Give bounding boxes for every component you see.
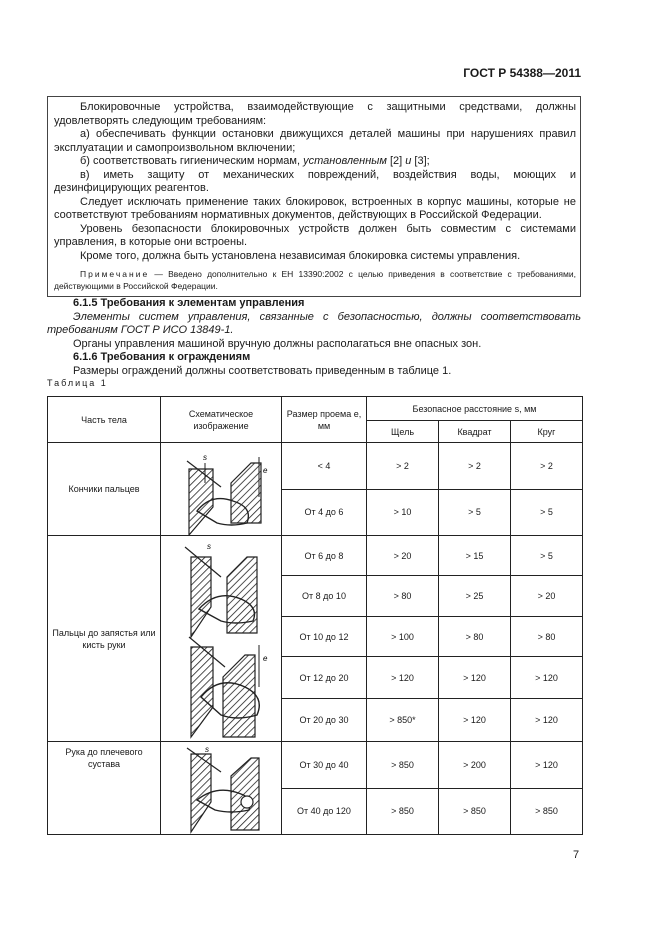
cell-square: > 2: [439, 443, 511, 490]
cell-slot: > 850: [367, 788, 439, 835]
header-schematic: Схематическое изображение: [161, 397, 282, 443]
cell-slot: > 120: [367, 657, 439, 699]
cell-circle: > 120: [511, 699, 583, 742]
cell-opening: От 8 до 10: [282, 576, 367, 617]
interlock-requirements-box: [47, 96, 581, 297]
header-safe-distance: Безопасное расстояние s, мм: [367, 397, 583, 421]
table-caption: Таблица 1: [47, 378, 108, 388]
paragraph: Следует исключать применение таких блокировок, встроенных в корпус машины, которые не соответствуют требованиям нормативных документов, действующих в Российской Федерации.: [54, 195, 576, 221]
header-circle: Круг: [511, 421, 583, 443]
cell-square: > 120: [439, 657, 511, 699]
list-item-b: б) соответствовать гигиеническим нормам, установленным [2] и [3];: [80, 155, 430, 167]
cell-circle: > 120: [511, 657, 583, 699]
note: Примечание — Введено дополнительно к ЕН 13390:2002 с целью приведения в соответствие с требованиями, действующими в Российской Федерации.: [54, 269, 576, 291]
cell-circle: > 5: [511, 489, 583, 536]
sketch-letter-e: e: [263, 653, 268, 663]
section-heading: 6.1.5 Требования к элементам управления: [73, 297, 305, 309]
cell-slot: > 850: [367, 742, 439, 789]
cell-circle: > 2: [511, 443, 583, 490]
cell-square: > 850: [439, 788, 511, 835]
cell-square: > 200: [439, 742, 511, 789]
paragraph: Кроме того, должна быть установлена независимая блокировка системы управления.: [80, 249, 521, 262]
cell-slot: > 10: [367, 489, 439, 536]
header-slot: Щель: [367, 421, 439, 443]
cell-slot: > 80: [367, 576, 439, 617]
cell-square: > 15: [439, 536, 511, 576]
body-part-arm-shoulder: Рука до плечевого сустава: [48, 742, 161, 835]
sketch-letter-s: s: [205, 745, 209, 754]
sketch-letter-s: s: [203, 453, 207, 462]
cell-opening: От 20 до 30: [282, 699, 367, 742]
finger-hand-schematic: [161, 536, 282, 742]
header-opening-size: Размер проема е, мм: [282, 397, 367, 443]
cell-opening: От 4 до 6: [282, 489, 367, 536]
cell-square: > 80: [439, 617, 511, 657]
header-square: Квадрат: [439, 421, 511, 443]
cell-opening: От 10 до 12: [282, 617, 367, 657]
paragraph: Органы управления машиной вручную должны располагаться вне опасных зон.: [73, 337, 482, 350]
arm-schematic: [161, 742, 282, 835]
cell-square: > 5: [439, 489, 511, 536]
cell-opening: От 30 до 40: [282, 742, 367, 789]
fingertip-schematic: [161, 443, 282, 536]
sketch-letter-e: e: [263, 466, 268, 475]
paragraph: Элементы систем управления, связанные с безопасностью, должны соответствовать требованиям ГОСТ Р ИСО 13849-1.: [47, 310, 581, 336]
page-number: 7: [573, 849, 580, 861]
standard-number: ГОСТ Р 54388—2011: [463, 66, 581, 80]
cell-circle: > 120: [511, 742, 583, 789]
cell-circle: > 850: [511, 788, 583, 835]
cell-slot: > 850*: [367, 699, 439, 742]
paragraph: Размеры ограждений должны соответствовать приведенным в таблице 1.: [73, 364, 452, 377]
sketch-letter-s: s: [207, 541, 211, 551]
cell-opening: От 40 до 120: [282, 788, 367, 835]
paragraph: Уровень безопасности блокировочных устройств должен быть совместим с системами управления, в которые они встроены.: [54, 222, 576, 248]
cell-slot: > 20: [367, 536, 439, 576]
header-body-part: Часть тела: [48, 397, 161, 443]
cell-square: > 120: [439, 699, 511, 742]
section-6-1-5: [47, 297, 581, 378]
cell-square: > 25: [439, 576, 511, 617]
section-heading: 6.1.6 Требования к ограждениям: [73, 351, 251, 363]
list-item-a: а) обеспечивать функции остановки движущихся деталей машины при нарушениях правил эксплуатации и самопроизвольном включении;: [54, 128, 576, 154]
cell-opening: От 12 до 20: [282, 657, 367, 699]
cell-circle: > 20: [511, 576, 583, 617]
body-part-fingertips: Кончики пальцев: [48, 443, 161, 536]
body-part-fingers-hand: Пальцы до запястья или кисть руки: [48, 536, 161, 742]
cell-slot: > 100: [367, 617, 439, 657]
paragraph: Блокировочные устройства, взаимодействующие с защитными средствами, должны удовлетворять следующим требованиям:: [54, 101, 576, 127]
cell-opening: < 4: [282, 443, 367, 490]
cell-circle: > 80: [511, 617, 583, 657]
list-item-v: в) иметь защиту от механических повреждений, воздействия воды, моющих и дезинфицирующих реагентов.: [54, 168, 576, 194]
safety-distance-table: [47, 396, 583, 835]
cell-opening: От 6 до 8: [282, 536, 367, 576]
cell-circle: > 5: [511, 536, 583, 576]
cell-slot: > 2: [367, 443, 439, 490]
